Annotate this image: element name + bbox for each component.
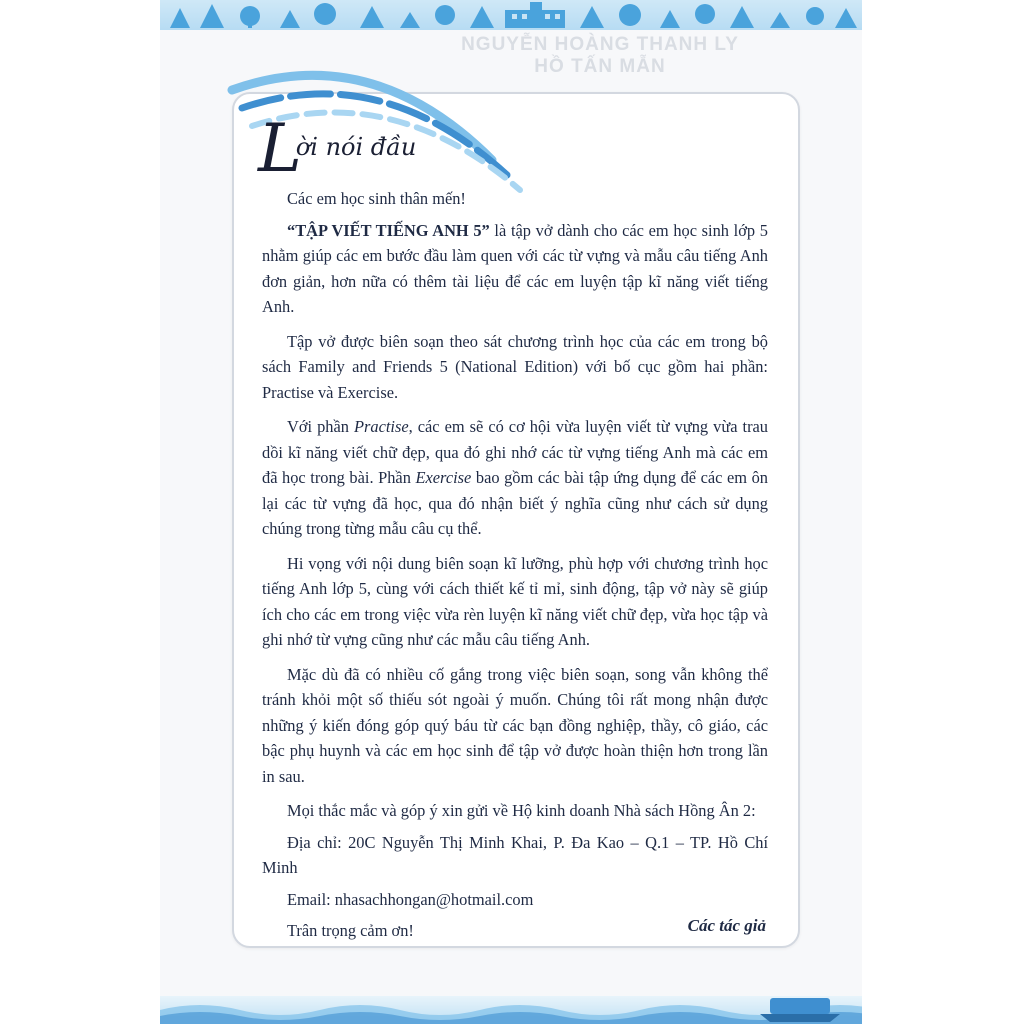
paragraph-3-a: Với phần <box>287 417 354 436</box>
paragraph-1 <box>262 218 768 320</box>
greeting: Các em học sinh thân mến! <box>287 189 466 208</box>
exercise-term: Exercise <box>415 468 472 487</box>
paragraph-4: Hi vọng với nội dung biên soạn kĩ lưỡng, phù hợp với chương trình học tiếng Anh lớp 5, cùng với cách thiết kế tỉ mỉ, sinh động, tập vở này sẽ giúp ích cho các em trong việc vừa rèn luyện kĩ năng viết chữ đẹp, vừa học tập và ghi nhớ từ vựng cũng như các mẫu câu tiếng Anh. <box>262 553 768 649</box>
bottom-decorative-band <box>160 996 862 1024</box>
paragraph-5: Mặc dù đã có nhiều cố gắng trong việc biên soạn, song vẫn không thể tránh khỏi một số thiếu sót ngoài ý muốn. Chúng tôi rất mong nhận được những ý kiến đóng góp quý báu từ các bạn đồng nghiệp, thầy, cô giáo, các bậc phụ huynh và các em học sinh để tập vở được hoàn thiện hơn trong lần in sau. <box>262 664 768 786</box>
waves-icon <box>160 996 862 1024</box>
author-line-1: NGUYỄN HOÀNG THANH LY <box>461 34 739 55</box>
heading-rest: ời nói đầu <box>295 133 417 161</box>
paragraph-2: Tập vở được biên soạn theo sát chương trình học của các em trong bộ sách Family and Friends 5 (National Edition) với bố cục gồm hai phần: Practise và Exercise. <box>262 331 768 402</box>
signature: Các tác giả <box>687 916 766 935</box>
heading-initial: L <box>258 110 302 187</box>
book-title: “TẬP VIẾT TIẾNG ANH 5” <box>287 220 490 240</box>
skyline-icon <box>160 0 862 30</box>
contact-intro: Mọi thắc mắc và góp ý xin gửi về Hộ kinh doanh Nhà sách Hồng Ân 2: <box>287 801 756 820</box>
address: Địa chỉ: 20C Nguyễn Thị Minh Khai, P. Đa Kao – Q.1 – TP. Hồ Chí Minh <box>262 832 768 877</box>
paragraph-3-c: bao gồm các bài tập ứng dụng để các em ôn lại các từ vựng đã học, qua đó nhận biết ý nghĩa cũng như cách sử dụng chúng trong từng mẫu câu cụ thể. <box>262 468 768 538</box>
paragraph-1-text: là tập vở dành cho các em học sinh lớp 5 nhằm giúp các em bước đầu làm quen với các từ vựng và mẫu câu tiếng Anh đơn giản, hơn nữa có thêm tài liệu để các em luyện tập kĩ năng viết tiếng Anh. <box>262 220 768 316</box>
preface-body <box>262 186 768 950</box>
practise-term: Practise <box>353 417 409 436</box>
preface-heading <box>258 110 417 187</box>
email: Email: nhasachhongan@hotmail.com <box>287 889 534 909</box>
paragraph-3-b: , các em sẽ có cơ hội vừa luyện viết từ vựng vừa trau dồi kĩ năng viết chữ đẹp, qua đó ghi nhớ các từ vựng tiếng Anh mà các em đã học trong bài. Phần <box>262 417 768 487</box>
top-decorative-band <box>160 0 862 30</box>
author-line-2: HỒ TẤN MẪN <box>534 56 666 77</box>
thanks: Trân trọng cảm ơn! <box>287 921 414 940</box>
paragraph-3 <box>262 414 768 542</box>
